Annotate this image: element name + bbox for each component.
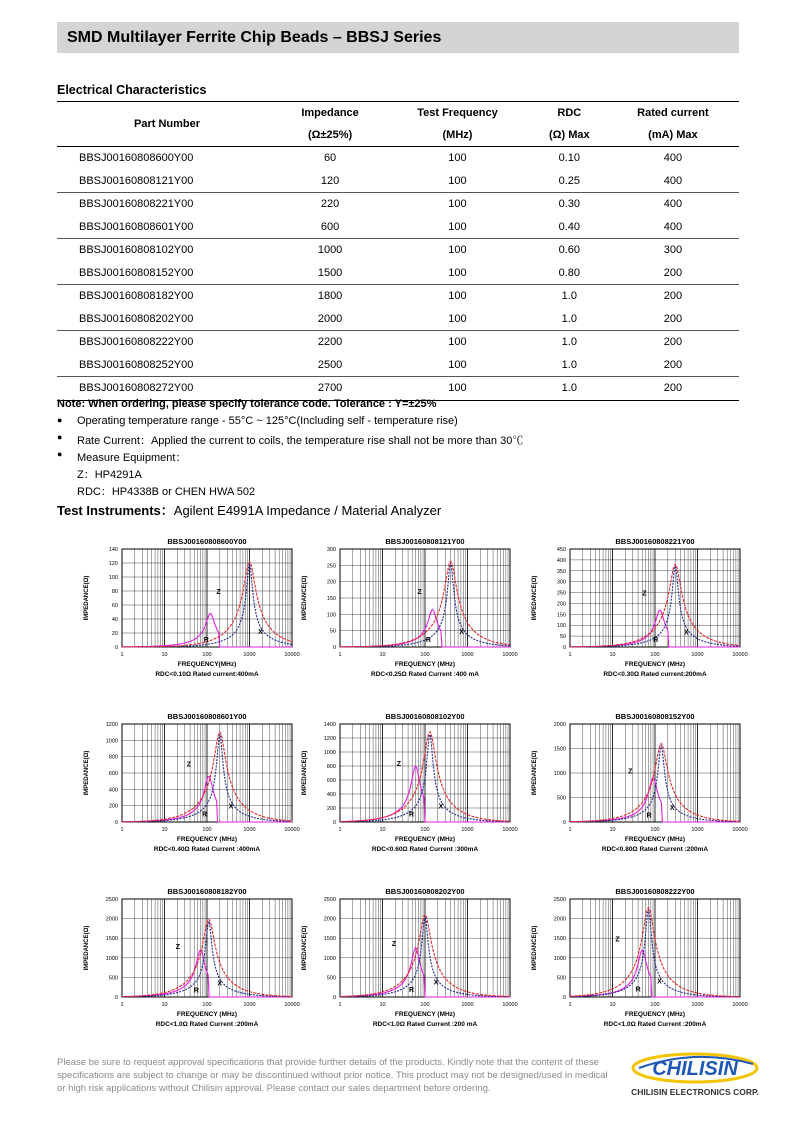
cell-current: 300 xyxy=(663,244,683,257)
y-tick-label: 50 xyxy=(329,628,336,635)
cell-frequency: 100 xyxy=(383,377,532,401)
cell-frequency: 100 xyxy=(448,198,467,211)
x-tick-label: 100 xyxy=(420,652,430,658)
notes xyxy=(57,398,523,500)
series-label-r: R xyxy=(193,987,199,995)
y-tick-label: 1400 xyxy=(323,722,336,728)
y-tick-label: 1500 xyxy=(553,746,566,753)
y-tick-label: 1000 xyxy=(105,955,118,962)
y-tick-label: 40 xyxy=(111,617,118,623)
x-tick-label: 1000 xyxy=(461,827,474,833)
cell-impedance: 600 xyxy=(277,216,383,239)
chart-title: BBSJ00160808102Y00 xyxy=(385,712,465,721)
series-label-r: R xyxy=(408,811,415,819)
y-tick-label: 1200 xyxy=(323,736,336,742)
test-instruments-label: Test Instruments： xyxy=(57,503,174,518)
y-tick-label: 1200 xyxy=(105,722,118,728)
series-label-x: X xyxy=(657,978,662,986)
header-rdc: RDC xyxy=(532,102,607,125)
impedance-chart-svg xyxy=(520,885,748,1045)
series-label-x: X xyxy=(669,805,675,813)
footer-disclaimer: Please be sure to request approval specifications that provide further details of the products. Kindly note that the content of these specifications are subject to change or may be discontinued without prior notice. This product may not be designed/used in medical or high risk applications without Chilisin approval. Please contact our sales department before ordering. xyxy=(57,1057,608,1094)
cell-current: 200 xyxy=(607,354,739,377)
y-tick-label: 1500 xyxy=(323,936,336,943)
y-tick-label: 200 xyxy=(326,579,336,586)
y-tick-label: 0 xyxy=(114,995,118,1001)
y-axis-label: IMPEDANCE(Ω) xyxy=(84,750,90,796)
y-tick-label: 300 xyxy=(326,547,336,553)
impedance-chart xyxy=(57,885,300,1045)
y-tick-label: 600 xyxy=(108,771,118,777)
electrical-characteristics-table xyxy=(57,101,739,401)
series-label-z: Z xyxy=(391,940,397,948)
chart-caption: RDC<0.80Ω Rated Current :200mA xyxy=(601,846,709,853)
cell-rdc: 0.80 xyxy=(532,262,607,285)
series-label-x: X xyxy=(459,629,464,637)
x-tick-label: 10 xyxy=(609,827,616,833)
x-tick-label: 1000 xyxy=(243,652,256,658)
y-tick-label: 500 xyxy=(556,975,566,982)
y-axis-label: IMPEDANCE(Ω) xyxy=(532,925,538,971)
series-label-x: X xyxy=(683,629,689,637)
y-tick-label: 400 xyxy=(326,792,336,798)
chart-caption: RDC<0.25Ω Rated Current :400 mA xyxy=(371,671,479,678)
cell-frequency: 100 xyxy=(383,262,532,285)
cell-current: 200 xyxy=(607,377,739,401)
x-tick-label: 100 xyxy=(650,1002,660,1008)
y-tick-label: 2500 xyxy=(323,897,336,903)
y-tick-label: 200 xyxy=(326,806,336,812)
y-tick-label: 200 xyxy=(108,803,118,810)
x-tick-label: 10 xyxy=(609,1002,616,1008)
y-tick-label: 1000 xyxy=(323,955,336,962)
y-tick-label: 450 xyxy=(556,547,566,553)
y-tick-label: 0 xyxy=(332,995,336,1001)
x-axis-label: FREQUENCY (MHz) xyxy=(624,1011,686,1018)
test-instruments xyxy=(57,500,441,519)
table-row xyxy=(57,331,739,354)
series-label-z: Z xyxy=(628,768,633,776)
series-label-z: Z xyxy=(216,589,221,597)
y-tick-label: 80 xyxy=(111,589,118,595)
table-row xyxy=(57,354,739,377)
y-tick-label: 0 xyxy=(332,645,336,651)
header-part-number: Part Number xyxy=(57,102,277,147)
cell-rdc: 1.0 xyxy=(532,354,607,377)
y-tick-label: 800 xyxy=(108,754,118,761)
series-label-z: Z xyxy=(186,761,192,769)
cell-current: 200 xyxy=(663,290,683,303)
x-tick-label: 10000 xyxy=(732,652,748,658)
x-tick-label: 1 xyxy=(120,1002,124,1008)
section-title: Electrical Characteristics xyxy=(57,83,207,97)
cell-current: 400 xyxy=(607,216,739,239)
x-axis-label: FREQUENCY (MHz) xyxy=(394,836,456,843)
x-axis-label: FREQUENCY (MHz) xyxy=(176,1011,238,1018)
y-tick-label: 0 xyxy=(332,820,336,826)
cell-rdc: 1.0 xyxy=(532,377,607,401)
table-row xyxy=(57,147,739,170)
cell-impedance: 220 xyxy=(320,198,340,211)
x-tick-label: 1000 xyxy=(243,1002,256,1008)
y-tick-label: 100 xyxy=(556,623,566,630)
y-tick-label: 600 xyxy=(326,778,336,784)
y-axis-label: IMPEDANCE(Ω) xyxy=(84,575,90,621)
series-label-z: Z xyxy=(615,936,620,944)
header-current-unit: (mA) Max xyxy=(607,124,739,147)
cell-rdc: 1.0 xyxy=(561,336,577,349)
y-tick-label: 2500 xyxy=(553,897,566,903)
x-tick-label: 1 xyxy=(120,652,124,658)
y-tick-label: 140 xyxy=(108,547,118,553)
x-tick-label: 10000 xyxy=(732,827,748,833)
x-tick-label: 1 xyxy=(338,827,342,833)
cell-current: 400 xyxy=(663,198,683,211)
cell-part-number: BBSJ00160808202Y00 xyxy=(57,308,277,331)
table-row xyxy=(57,262,739,285)
company-name: CHILISIN ELECTRONICS CORP. xyxy=(631,1087,759,1097)
impedance-chart-svg xyxy=(290,710,518,870)
impedance-chart xyxy=(520,535,748,695)
x-axis-label: FREQUENCY(MHz) xyxy=(177,661,237,668)
y-axis-label: IMPEDANCE(Ω) xyxy=(84,925,90,971)
x-tick-label: 10000 xyxy=(502,652,518,658)
chart-caption: RDC<0.30Ω Rated current:200mA xyxy=(603,671,707,678)
table-row xyxy=(57,308,739,331)
chart-caption: RDC<0.40Ω Rated Current :400mA xyxy=(153,846,261,853)
y-tick-label: 500 xyxy=(556,795,566,802)
cell-impedance: 60 xyxy=(323,152,337,165)
y-axis-label: IMPEDANCE(Ω) xyxy=(302,925,308,971)
cell-rdc: 1.0 xyxy=(532,308,607,331)
cell-current: 400 xyxy=(663,152,683,165)
cell-impedance: 120 xyxy=(277,170,383,193)
y-tick-label: 120 xyxy=(108,561,118,567)
series-label-x: X xyxy=(217,980,223,988)
series-label-r: R xyxy=(653,637,659,645)
cell-impedance: 1800 xyxy=(317,290,343,303)
cell-frequency: 100 xyxy=(448,152,467,165)
y-tick-label: 250 xyxy=(556,590,566,597)
title-bar xyxy=(57,22,739,53)
cell-frequency: 100 xyxy=(383,354,532,377)
chart-caption: RDC<1.0Ω Rated Current :200 mA xyxy=(372,1021,478,1028)
series-label-r: R xyxy=(646,812,652,820)
y-tick-label: 0 xyxy=(562,820,566,826)
impedance-chart-svg xyxy=(57,535,300,695)
impedance-chart-svg xyxy=(520,710,748,870)
y-tick-label: 150 xyxy=(556,612,566,619)
order-note: Note: When ordering, please specify tolerance code. Tolerance : Y=±25% xyxy=(57,398,437,410)
chart-title: BBSJ00160808152Y00 xyxy=(615,712,695,721)
y-tick-label: 150 xyxy=(326,596,336,602)
x-tick-label: 1 xyxy=(568,652,572,658)
impedance-chart xyxy=(290,710,518,870)
header-frequency: Test Frequency xyxy=(383,102,532,125)
y-tick-label: 1000 xyxy=(553,771,566,777)
table-body xyxy=(57,147,739,401)
y-tick-label: 1000 xyxy=(553,955,566,962)
x-tick-label: 1 xyxy=(120,827,124,833)
cell-impedance: 2700 xyxy=(277,377,383,401)
y-tick-label: 300 xyxy=(556,579,566,586)
series-label-x: X xyxy=(228,803,234,811)
chart-caption: RDC<0.10Ω Rated current:400mA xyxy=(155,671,259,678)
cell-impedance: 1500 xyxy=(277,262,383,285)
cell-current: 400 xyxy=(607,170,739,193)
cell-frequency: 100 xyxy=(383,170,532,193)
y-tick-label: 0 xyxy=(562,645,566,651)
page-title: SMD Multilayer Ferrite Chip Beads – BBSJ Series xyxy=(67,29,442,46)
x-tick-label: 10000 xyxy=(284,652,300,658)
impedance-chart xyxy=(520,710,748,870)
cell-part-number: BBSJ00160808182Y00 xyxy=(79,290,194,303)
y-tick-label: 1500 xyxy=(553,936,566,943)
y-tick-label: 500 xyxy=(326,975,336,982)
header-impedance: Impedance xyxy=(277,102,383,125)
header-rdc-unit: (Ω) Max xyxy=(532,124,607,147)
table-row xyxy=(57,193,739,216)
y-tick-label: 0 xyxy=(114,820,118,826)
x-tick-label: 10000 xyxy=(284,827,300,833)
chart-title: BBSJ00160808601Y00 xyxy=(167,712,247,721)
x-tick-label: 100 xyxy=(202,827,212,833)
chart-title: BBSJ00160808182Y00 xyxy=(167,887,247,896)
cell-frequency: 100 xyxy=(383,216,532,239)
y-tick-label: 400 xyxy=(556,557,566,564)
x-tick-label: 1000 xyxy=(691,1002,704,1008)
chilisin-logo-icon xyxy=(625,1050,765,1100)
x-tick-label: 100 xyxy=(420,1002,430,1008)
x-tick-label: 1000 xyxy=(461,652,474,658)
impedance-chart-svg xyxy=(520,535,748,695)
cell-rdc: 0.10 xyxy=(558,152,581,165)
y-tick-label: 200 xyxy=(556,601,566,608)
x-tick-label: 1000 xyxy=(691,652,704,658)
y-tick-label: 1000 xyxy=(323,750,336,756)
table-header-row xyxy=(57,102,739,125)
y-tick-label: 2000 xyxy=(323,916,336,923)
y-tick-label: 1000 xyxy=(105,738,118,745)
x-tick-label: 100 xyxy=(420,827,430,833)
impedance-chart xyxy=(57,535,300,695)
cell-impedance: 1000 xyxy=(317,244,343,257)
logo-wordmark: CHILISIN xyxy=(652,1058,738,1080)
y-tick-label: 2000 xyxy=(553,916,566,923)
table-row xyxy=(57,285,739,308)
series-label-r: R xyxy=(203,636,209,644)
x-tick-label: 10000 xyxy=(284,1002,300,1008)
cell-rdc: 0.30 xyxy=(558,198,581,211)
impedance-chart-svg xyxy=(57,885,300,1045)
equipment-z: Z：HP4291A xyxy=(77,469,142,481)
cell-rdc: 1.0 xyxy=(561,290,577,303)
y-tick-label: 0 xyxy=(562,995,566,1001)
x-tick-label: 10 xyxy=(161,1002,168,1008)
y-tick-label: 2500 xyxy=(105,897,118,903)
y-tick-label: 100 xyxy=(108,575,118,581)
cell-current: 200 xyxy=(607,262,739,285)
y-tick-label: 0 xyxy=(114,645,118,651)
cell-frequency: 100 xyxy=(448,244,467,257)
series-label-z: Z xyxy=(396,761,402,769)
x-tick-label: 10000 xyxy=(502,827,518,833)
chart-title: BBSJ00160808202Y00 xyxy=(385,887,465,896)
y-tick-label: 50 xyxy=(559,634,566,641)
y-tick-label: 60 xyxy=(111,603,118,609)
table-row xyxy=(57,216,739,239)
x-tick-label: 1 xyxy=(568,1002,572,1008)
chart-caption: RDC<0.60Ω Rated Current :300mA xyxy=(371,846,479,853)
cell-rdc: 0.25 xyxy=(532,170,607,193)
cell-current: 200 xyxy=(663,336,683,349)
y-axis-label: IMPEDANCE(Ω) xyxy=(302,575,308,621)
series-label-z: Z xyxy=(175,943,180,951)
equipment-rdc: RDC：HP4338B or CHEN HWA 502 xyxy=(77,486,256,498)
x-axis-label: FREQUENCY (MHz) xyxy=(394,661,456,668)
y-tick-label: 2000 xyxy=(553,722,566,728)
bullet-equipment: ● Measure Equipment： xyxy=(57,449,523,466)
series-label-x: X xyxy=(433,979,439,987)
cell-frequency: 100 xyxy=(383,308,532,331)
series-label-r: R xyxy=(202,811,208,819)
header-frequency-unit: (MHz) xyxy=(383,124,532,147)
bullet-rated-current: ● Rate Current：Applied the current to coils, the temperature rise shall not be more than 30℃ xyxy=(57,432,523,449)
impedance-chart-svg xyxy=(290,535,518,695)
impedance-chart xyxy=(290,885,518,1045)
x-tick-label: 10000 xyxy=(502,1002,518,1008)
y-axis-label: IMPEDANCE(Ω) xyxy=(532,750,538,796)
x-tick-label: 1 xyxy=(338,1002,342,1008)
cell-part-number: BBSJ00160808600Y00 xyxy=(79,152,194,165)
y-tick-label: 500 xyxy=(108,975,118,982)
y-axis-label: IMPEDANCE(Ω) xyxy=(302,750,308,796)
x-tick-label: 10 xyxy=(379,1002,386,1008)
cell-part-number: BBSJ00160808222Y00 xyxy=(79,336,194,349)
series-label-x: X xyxy=(438,803,444,811)
impedance-chart xyxy=(57,710,300,870)
cell-frequency: 100 xyxy=(448,290,467,303)
impedance-chart-svg xyxy=(57,710,300,870)
header-impedance-unit: (Ω±25%) xyxy=(277,124,383,147)
header-current: Rated current xyxy=(607,102,739,125)
y-tick-label: 350 xyxy=(556,568,566,575)
series-label-r: R xyxy=(408,987,415,995)
cell-part-number: BBSJ00160808272Y00 xyxy=(57,377,277,401)
impedance-chart xyxy=(520,885,748,1045)
x-tick-label: 10 xyxy=(161,827,168,833)
x-axis-label: FREQUENCY (MHz) xyxy=(394,1011,456,1018)
x-tick-label: 100 xyxy=(202,652,212,658)
chart-title: BBSJ00160808121Y00 xyxy=(385,537,465,546)
y-tick-label: 2000 xyxy=(105,916,118,923)
bullet-temperature: ● Operating temperature range - 55°C ~ 125°C(Including self - temperature rise) xyxy=(57,415,523,432)
cell-impedance: 2200 xyxy=(317,336,343,349)
x-tick-label: 10 xyxy=(379,652,386,658)
test-instruments-value: Agilent E4991A Impedance / Material Analyzer xyxy=(173,503,442,518)
chart-title: BBSJ00160808600Y00 xyxy=(167,537,247,546)
y-tick-label: 100 xyxy=(326,612,336,619)
x-tick-label: 1 xyxy=(568,827,572,833)
cell-part-number: BBSJ00160808152Y00 xyxy=(57,262,277,285)
cell-rdc: 0.60 xyxy=(558,244,581,257)
series-label-z: Z xyxy=(642,590,647,598)
x-tick-label: 10 xyxy=(161,652,168,658)
chart-title: BBSJ00160808222Y00 xyxy=(615,887,695,896)
series-label-x: X xyxy=(258,629,263,637)
x-tick-label: 100 xyxy=(202,1002,212,1008)
x-tick-label: 1000 xyxy=(461,1002,474,1008)
x-tick-label: 10 xyxy=(609,652,616,658)
chart-caption: RDC<1.0Ω Rated Current :200mA xyxy=(155,1021,259,1028)
x-axis-label: FREQUENCY (MHz) xyxy=(176,836,238,843)
x-axis-label: FREQUENCY (MHz) xyxy=(624,661,686,668)
chart-caption: RDC<1.0Ω Rated Current :200mA xyxy=(603,1021,707,1028)
cell-rdc: 0.40 xyxy=(532,216,607,239)
impedance-chart-svg xyxy=(290,885,518,1045)
x-tick-label: 10000 xyxy=(732,1002,748,1008)
y-tick-label: 20 xyxy=(111,631,118,637)
y-tick-label: 800 xyxy=(326,764,336,770)
cell-impedance: 2000 xyxy=(277,308,383,331)
x-tick-label: 10 xyxy=(379,827,386,833)
table-row xyxy=(57,239,739,262)
x-tick-label: 1 xyxy=(338,652,342,658)
x-tick-label: 1000 xyxy=(243,827,256,833)
chart-title: BBSJ00160808221Y00 xyxy=(615,537,695,546)
cell-part-number: BBSJ00160808252Y00 xyxy=(57,354,277,377)
x-tick-label: 1000 xyxy=(691,827,704,833)
table-row xyxy=(57,170,739,193)
cell-part-number: BBSJ00160808221Y00 xyxy=(79,198,194,211)
company-logo xyxy=(625,1050,765,1100)
cell-impedance: 2500 xyxy=(277,354,383,377)
series-label-r: R xyxy=(635,986,641,994)
y-tick-label: 250 xyxy=(326,563,336,570)
series-label-z: Z xyxy=(417,588,422,596)
y-tick-label: 400 xyxy=(108,787,118,794)
impedance-chart xyxy=(290,535,518,695)
y-tick-label: 1500 xyxy=(105,936,118,943)
table-row xyxy=(57,377,739,401)
cell-part-number: BBSJ00160808102Y00 xyxy=(79,244,194,257)
series-label-r: R xyxy=(425,636,431,644)
x-tick-label: 100 xyxy=(650,827,660,833)
y-axis-label: IMPEDANCE(Ω) xyxy=(532,575,538,621)
cell-part-number: BBSJ00160808121Y00 xyxy=(57,170,277,193)
cell-current: 200 xyxy=(607,308,739,331)
x-tick-label: 100 xyxy=(650,652,660,658)
x-axis-label: FREQUENCY (MHz) xyxy=(624,836,686,843)
cell-part-number: BBSJ00160808601Y00 xyxy=(57,216,277,239)
cell-frequency: 100 xyxy=(448,336,467,349)
